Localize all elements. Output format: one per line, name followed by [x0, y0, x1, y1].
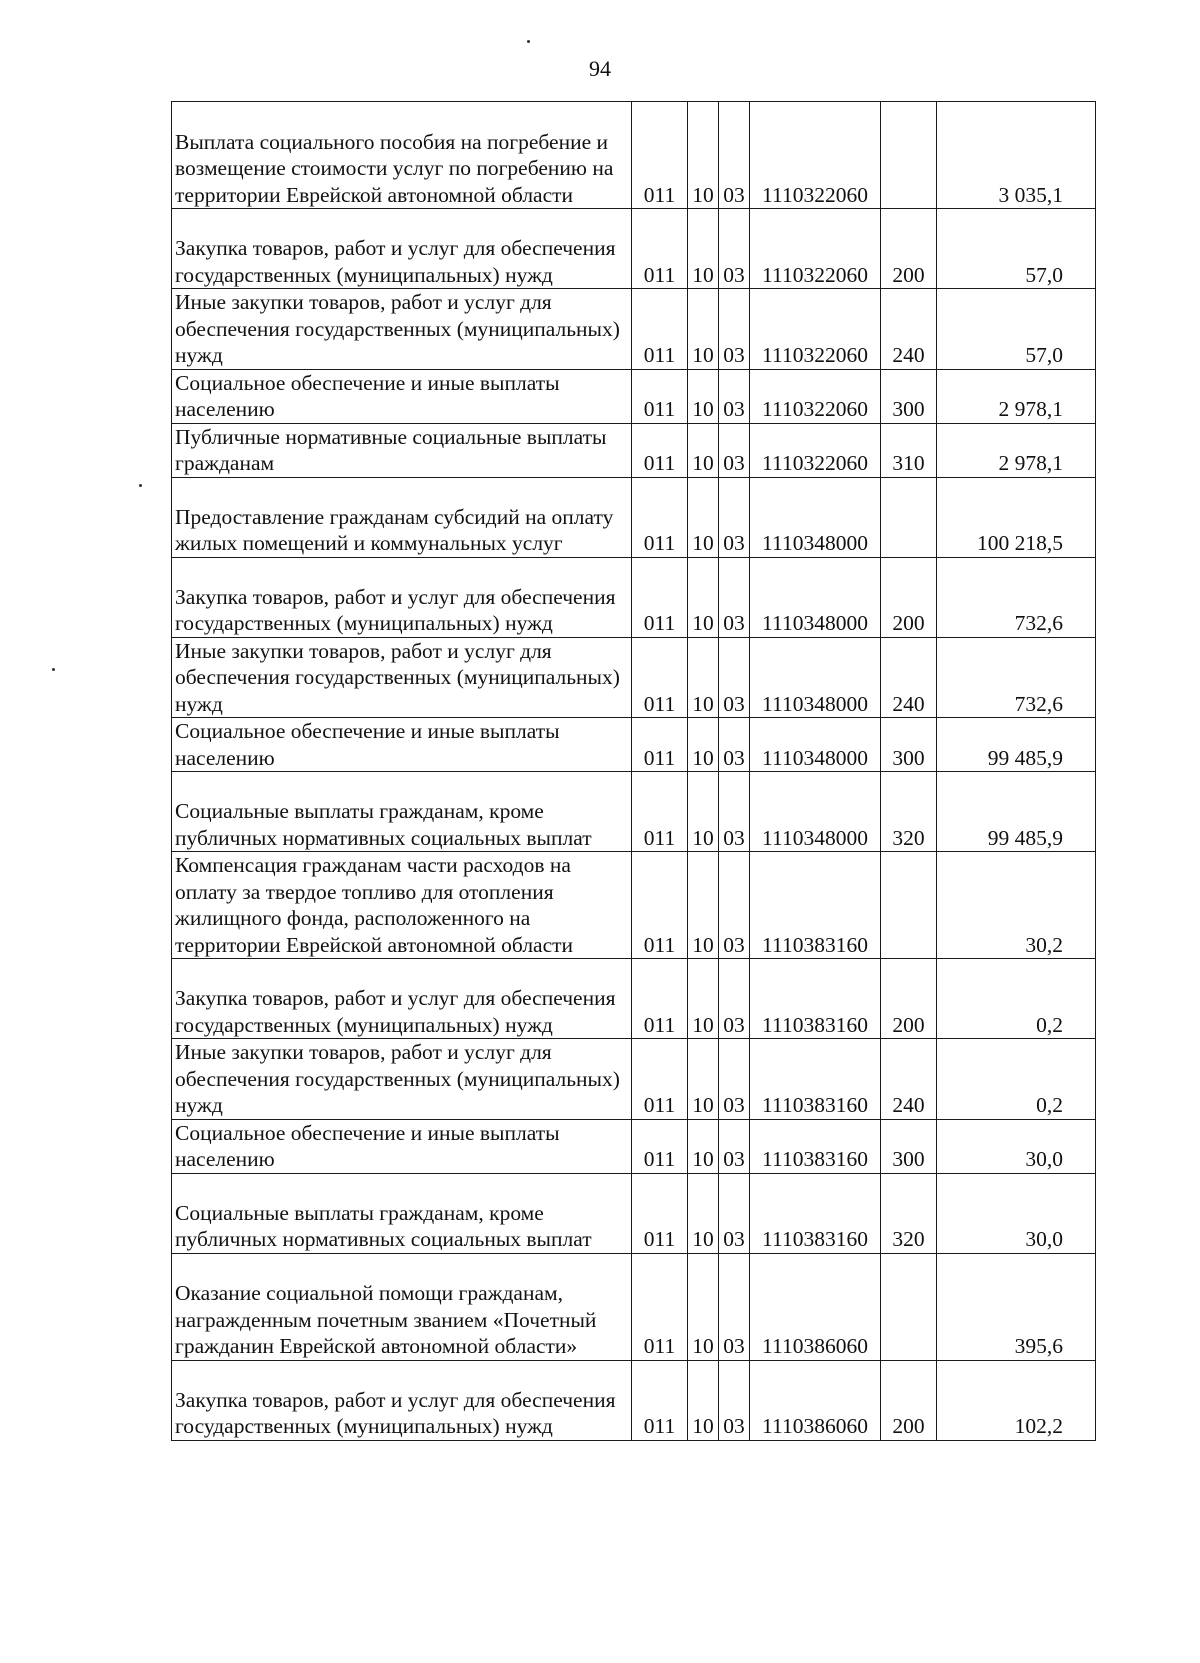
- amount-cell: 0,2: [937, 1039, 1096, 1120]
- ministry-code-cell: 011: [632, 1039, 688, 1120]
- expense-type-cell: 240: [881, 637, 937, 718]
- amount-cell: 732,6: [937, 637, 1096, 718]
- expense-name-cell: Выплата социального пособия на погребение и возмещение стоимости услуг по погребению на территории Еврейской автономной области: [172, 102, 632, 209]
- subsection-code-cell: 03: [719, 209, 750, 289]
- expense-name-cell: Закупка товаров, работ и услуг для обеспечения государственных (муниципальных) нужд: [172, 959, 632, 1039]
- subsection-code-cell: 03: [719, 557, 750, 637]
- table-row: [172, 102, 1096, 209]
- expense-name-cell: Оказание социальной помощи гражданам, награжденным почетным званием «Почетный гражданин Еврейской автономной области»: [172, 1253, 632, 1360]
- table-row: [172, 557, 1096, 637]
- section-code-cell: 10: [688, 369, 719, 423]
- ministry-code-cell: 011: [632, 1119, 688, 1173]
- table-row: [172, 423, 1096, 477]
- target-article-cell: 1110322060: [750, 102, 881, 209]
- table-row: [172, 1119, 1096, 1173]
- subsection-code-cell: 03: [719, 1039, 750, 1120]
- subsection-code-cell: 03: [719, 102, 750, 209]
- expense-name-cell: Предоставление гражданам субсидий на оплату жилых помещений и коммунальных услуг: [172, 477, 632, 557]
- section-code-cell: 10: [688, 102, 719, 209]
- ministry-code-cell: 011: [632, 637, 688, 718]
- target-article-cell: 1110348000: [750, 637, 881, 718]
- table-row: [172, 477, 1096, 557]
- subsection-code-cell: 03: [719, 423, 750, 477]
- ministry-code-cell: 011: [632, 1360, 688, 1440]
- amount-cell: 30,0: [937, 1119, 1096, 1173]
- table-row: [172, 959, 1096, 1039]
- section-code-cell: 10: [688, 1119, 719, 1173]
- budget-table: [171, 101, 1096, 1441]
- budget-table-body: [172, 102, 1096, 1441]
- ministry-code-cell: 011: [632, 1173, 688, 1253]
- target-article-cell: 1110348000: [750, 477, 881, 557]
- expense-name-cell: Публичные нормативные социальные выплаты гражданам: [172, 423, 632, 477]
- expense-name-cell: Иные закупки товаров, работ и услуг для обеспечения государственных (муниципальных) нужд: [172, 637, 632, 718]
- table-row: [172, 637, 1096, 718]
- target-article-cell: 1110322060: [750, 423, 881, 477]
- table-row: [172, 209, 1096, 289]
- amount-cell: 395,6: [937, 1253, 1096, 1360]
- expense-type-cell: 200: [881, 209, 937, 289]
- expense-name-cell: Компенсация гражданам части расходов на оплату за твердое топливо для отопления жилищного фонда, расположенного на территории Еврейской автономной области: [172, 852, 632, 959]
- expense-type-cell: [881, 102, 937, 209]
- subsection-code-cell: 03: [719, 1173, 750, 1253]
- expense-name-cell: Закупка товаров, работ и услуг для обеспечения государственных (муниципальных) нужд: [172, 557, 632, 637]
- expense-name-cell: Иные закупки товаров, работ и услуг для обеспечения государственных (муниципальных) нужд: [172, 289, 632, 370]
- target-article-cell: 1110322060: [750, 289, 881, 370]
- ministry-code-cell: 011: [632, 423, 688, 477]
- expense-type-cell: [881, 477, 937, 557]
- ministry-code-cell: 011: [632, 477, 688, 557]
- subsection-code-cell: 03: [719, 852, 750, 959]
- subsection-code-cell: 03: [719, 477, 750, 557]
- section-code-cell: 10: [688, 557, 719, 637]
- expense-type-cell: 300: [881, 369, 937, 423]
- ministry-code-cell: 011: [632, 959, 688, 1039]
- expense-type-cell: 300: [881, 718, 937, 772]
- section-code-cell: 10: [688, 637, 719, 718]
- table-row: [172, 718, 1096, 772]
- amount-cell: 732,6: [937, 557, 1096, 637]
- amount-cell: 57,0: [937, 289, 1096, 370]
- table-row: [172, 852, 1096, 959]
- target-article-cell: 1110383160: [750, 1173, 881, 1253]
- ministry-code-cell: 011: [632, 1253, 688, 1360]
- target-article-cell: 1110322060: [750, 369, 881, 423]
- amount-cell: 30,2: [937, 852, 1096, 959]
- expense-type-cell: 200: [881, 557, 937, 637]
- expense-type-cell: [881, 1253, 937, 1360]
- expense-name-cell: Закупка товаров, работ и услуг для обеспечения государственных (муниципальных) нужд: [172, 1360, 632, 1440]
- subsection-code-cell: 03: [719, 1253, 750, 1360]
- expense-name-cell: Иные закупки товаров, работ и услуг для обеспечения государственных (муниципальных) нужд: [172, 1039, 632, 1120]
- target-article-cell: 1110386060: [750, 1360, 881, 1440]
- table-row: [172, 369, 1096, 423]
- expense-type-cell: 320: [881, 772, 937, 852]
- amount-cell: 0,2: [937, 959, 1096, 1039]
- amount-cell: 57,0: [937, 209, 1096, 289]
- section-code-cell: 10: [688, 1173, 719, 1253]
- section-code-cell: 10: [688, 959, 719, 1039]
- section-code-cell: 10: [688, 1360, 719, 1440]
- target-article-cell: 1110383160: [750, 852, 881, 959]
- subsection-code-cell: 03: [719, 772, 750, 852]
- section-code-cell: 10: [688, 1039, 719, 1120]
- ministry-code-cell: 011: [632, 557, 688, 637]
- subsection-code-cell: 03: [719, 718, 750, 772]
- section-code-cell: 10: [688, 477, 719, 557]
- section-code-cell: 10: [688, 423, 719, 477]
- page-number: 94: [589, 56, 611, 81]
- expense-type-cell: 240: [881, 289, 937, 370]
- expense-type-cell: 310: [881, 423, 937, 477]
- target-article-cell: 1110383160: [750, 959, 881, 1039]
- amount-cell: 100 218,5: [937, 477, 1096, 557]
- ministry-code-cell: 011: [632, 209, 688, 289]
- amount-cell: 2 978,1: [937, 369, 1096, 423]
- table-row: [172, 1253, 1096, 1360]
- table-row: [172, 772, 1096, 852]
- expense-type-cell: 300: [881, 1119, 937, 1173]
- scan-speck: [52, 668, 55, 671]
- amount-cell: 99 485,9: [937, 718, 1096, 772]
- target-article-cell: 1110348000: [750, 557, 881, 637]
- expense-type-cell: 200: [881, 959, 937, 1039]
- section-code-cell: 10: [688, 852, 719, 959]
- subsection-code-cell: 03: [719, 369, 750, 423]
- scan-speck: [139, 484, 142, 487]
- amount-cell: 102,2: [937, 1360, 1096, 1440]
- subsection-code-cell: 03: [719, 289, 750, 370]
- target-article-cell: 1110383160: [750, 1039, 881, 1120]
- table-row: [172, 1360, 1096, 1440]
- table-row: [172, 1039, 1096, 1120]
- ministry-code-cell: 011: [632, 369, 688, 423]
- section-code-cell: 10: [688, 772, 719, 852]
- expense-type-cell: 240: [881, 1039, 937, 1120]
- expense-name-cell: Социальное обеспечение и иные выплаты населению: [172, 369, 632, 423]
- ministry-code-cell: 011: [632, 102, 688, 209]
- expense-type-cell: 320: [881, 1173, 937, 1253]
- amount-cell: 3 035,1: [937, 102, 1096, 209]
- ministry-code-cell: 011: [632, 852, 688, 959]
- section-code-cell: 10: [688, 1253, 719, 1360]
- ministry-code-cell: 011: [632, 718, 688, 772]
- subsection-code-cell: 03: [719, 1119, 750, 1173]
- expense-type-cell: 200: [881, 1360, 937, 1440]
- target-article-cell: 1110386060: [750, 1253, 881, 1360]
- section-code-cell: 10: [688, 718, 719, 772]
- ministry-code-cell: 011: [632, 289, 688, 370]
- amount-cell: 30,0: [937, 1173, 1096, 1253]
- amount-cell: 99 485,9: [937, 772, 1096, 852]
- section-code-cell: 10: [688, 289, 719, 370]
- expense-name-cell: Социальное обеспечение и иные выплаты населению: [172, 718, 632, 772]
- expense-type-cell: [881, 852, 937, 959]
- target-article-cell: 1110383160: [750, 1119, 881, 1173]
- amount-cell: 2 978,1: [937, 423, 1096, 477]
- target-article-cell: 1110322060: [750, 209, 881, 289]
- expense-name-cell: Социальные выплаты гражданам, кроме публичных нормативных социальных выплат: [172, 1173, 632, 1253]
- table-row: [172, 289, 1096, 370]
- expense-name-cell: Социальные выплаты гражданам, кроме публичных нормативных социальных выплат: [172, 772, 632, 852]
- expense-name-cell: Закупка товаров, работ и услуг для обеспечения государственных (муниципальных) нужд: [172, 209, 632, 289]
- subsection-code-cell: 03: [719, 1360, 750, 1440]
- table-row: [172, 1173, 1096, 1253]
- subsection-code-cell: 03: [719, 637, 750, 718]
- scan-speck: [527, 40, 530, 43]
- target-article-cell: 1110348000: [750, 772, 881, 852]
- subsection-code-cell: 03: [719, 959, 750, 1039]
- ministry-code-cell: 011: [632, 772, 688, 852]
- section-code-cell: 10: [688, 209, 719, 289]
- expense-name-cell: Социальное обеспечение и иные выплаты населению: [172, 1119, 632, 1173]
- target-article-cell: 1110348000: [750, 718, 881, 772]
